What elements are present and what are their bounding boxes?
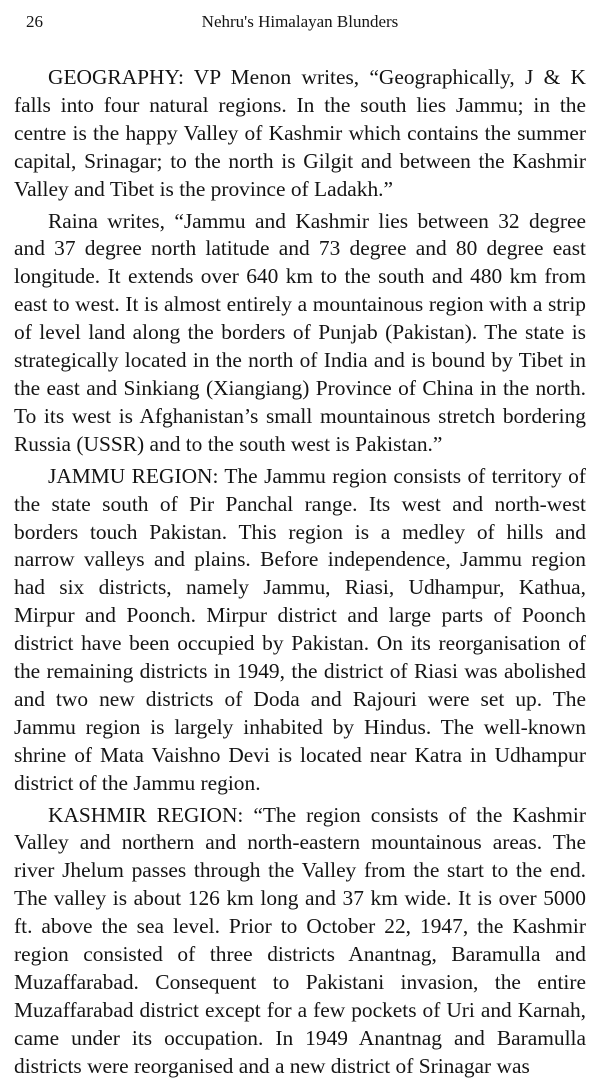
page-number: 26: [26, 12, 43, 31]
running-title: Nehru's Himalayan Blunders: [201, 12, 399, 31]
paragraph-raina-quote: Raina writes, “Jammu and Kashmir lies between 32 degree and 37 degree north latitude and 73 degree and 80 degree east longitude. It extends over 640 km to the south and 480 km from east to west. It is almost entirely a mountainous region with a strip of level land along the borders of Punjab (Pakistan). The state is strategically located in the north of India and is bound by Tibet in the east and Sinkiang (Xiangiang) Province of China in the north. To its west is Afghanistan’s small mountainous stretch bordering Russia (USSR) and to the south west is Pakistan.”: [14, 208, 586, 456]
paragraph-kashmir-region: KASHMIR REGION: “The region consists of the Kashmir Valley and northern and north-eastern mountainous areas. The river Jhelum passes through the Valley from the start to the end. The valley is about 126 km long and 37 km wide. It is over 5000 ft. above the sea level. Prior to October 22, 1947, the Kashmir region consisted of three districts Anantnag, Baramulla and Muzaffarabad. Consequent to Pakistani invasion, the entire Muzaffarabad district except for a few pockets of Uri and Karnah, came under its occupation. In 1949 Anantnag and Baramulla districts were reorganised and a new district of Srinagar was: [14, 802, 586, 1078]
paragraph-jammu-region: JAMMU REGION: The Jammu region consists of territory of the state south of Pir Panchal range. Its west and north-west borders touch Pakistan. This region is a medley of hills and narrow valleys and plains. Before independence, Jammu region had six districts, namely Jammu, Riasi, Udhampur, Kathua, Mirpur and Poonch. Mirpur district and large parts of Poonch district have been occupied by Pakistan. On its reorganisation of the remaining districts in 1949, the district of Riasi was abolished and two new districts of Doda and Rajouri were set up. The Jammu region is largely inhabited by Hindus. The well-known shrine of Mata Vaishno Devi is located near Katra in Udhampur district of the Jammu region.: [14, 463, 586, 795]
running-header: [14, 0, 586, 40]
body-text: [14, 64, 586, 1081]
paragraph-geography: GEOGRAPHY: VP Menon writes, “Geographically, J & K falls into four natural regions. In the south lies Jammu; in the centre is the happy Valley of Kashmir which contains the summer capital, Srinagar; to the north is Gilgit and between the Kashmir Valley and Tibet is the province of Ladakh.”: [14, 65, 586, 201]
